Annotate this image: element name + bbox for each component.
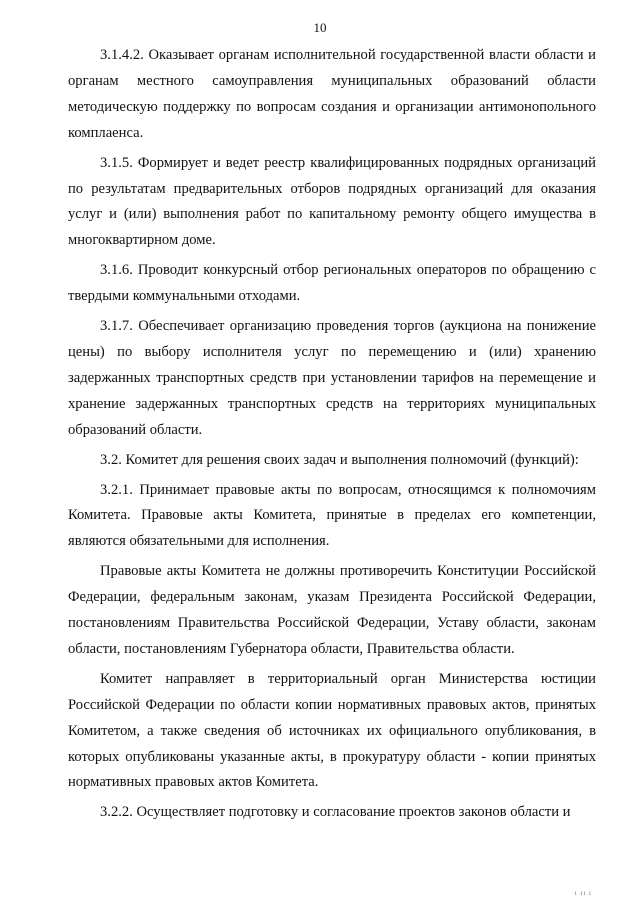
paragraph-legal-acts-compliance: Правовые акты Комитета не должны противоречить Конституции Российской Федерации, федеральным законам, указам Президента Российской Федерации, постановлениям Правительства Российской Федерации, Уставу области, законам области, постановлениям Губернатора области, Правительства области. <box>68 563 596 657</box>
paragraph-3-1-4-2: 3.1.4.2. Оказывает органам исполнительной государственной власти области и органам местного самоуправления муниципальных образований области методическую поддержку по вопросам создания и организации антимонопольного комплаенса. <box>68 47 596 141</box>
paragraph-acts-submission: Комитет направляет в территориальный орган Министерства юстиции Российской Федерации по области копии нормативных правовых актов, принятых Комитетом, а также сведения об источниках их официального опубликования, в которых опубликованы указанные акты, в прокуратуру области - копии принятых нормативных правовых актов Комитета. <box>68 670 596 791</box>
paragraph-3-1-5: 3.1.5. Формирует и ведет реестр квалифицированных подрядных организаций по результатам предварительных отборов подрядных организаций для оказания услуг и (или) выполнения работ по капитальному ремонту общего имущества в многоквартирном доме. <box>68 154 596 249</box>
paragraph-3-1-6: 3.1.6. Проводит конкурсный отбор региональных операторов по обращению с твердыми коммунальными отходами. <box>68 262 596 305</box>
paragraph-3-1-7: 3.1.7. Обеспечивает организацию проведения торгов (аукциона на понижение цены) по выбору исполнителя услуг по перемещению и (или) хранению задержанных транспортных средств при установлении тарифов на перемещение и хранение задержанных транспортных средств на территориях муниципальных образований области. <box>68 318 596 438</box>
footer-mark: ı ıı ı <box>574 889 592 897</box>
paragraph-3-2: 3.2. Комитет для решения своих задач и выполнения полномочий (функций): <box>100 451 579 468</box>
paragraph-3-2-2: 3.2.2. Осуществляет подготовку и согласование проектов законов области и <box>100 804 571 821</box>
page-number: 10 <box>313 20 327 35</box>
document-body <box>68 43 596 830</box>
paragraph-3-2-1: 3.2.1. Принимает правовые акты по вопросам, относящимся к полномочиям Комитета. Правовые акты Комитета, принятые в пределах его компетенции, являются обязательными для исполнения. <box>68 481 596 550</box>
